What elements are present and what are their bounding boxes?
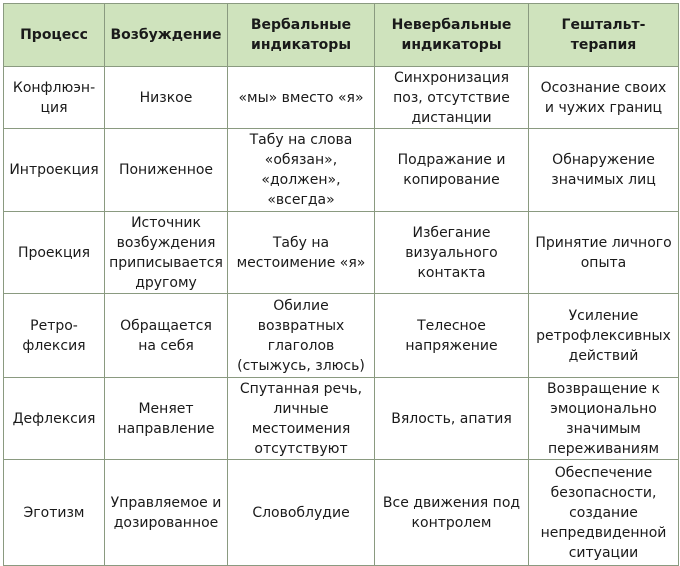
cell-therapy: Осознание своих и чужих границ <box>529 67 679 129</box>
cell-arousal: Обращается на себя <box>105 294 228 378</box>
table-row <box>4 67 679 129</box>
cell-therapy: Обеспечение безопасности, создание непредвиденной ситуации <box>529 460 679 566</box>
cell-nonverbal: Синхронизация поз, отсутствие дистанции <box>375 67 529 129</box>
cell-process: Проекция <box>4 212 105 294</box>
table-row <box>4 460 679 566</box>
cell-nonverbal: Телесное напряжение <box>375 294 529 378</box>
cell-verbal: «мы» вместо «я» <box>228 67 375 129</box>
header-row <box>4 4 679 67</box>
cell-verbal: Спутанная речь, личные местоимения отсутствуют <box>228 378 375 460</box>
cell-verbal: Табу на слова «обязан», «должен», «всегда» <box>228 129 375 212</box>
cell-nonverbal: Подражание и копирование <box>375 129 529 212</box>
cell-nonverbal: Избегание визуального контакта <box>375 212 529 294</box>
cell-arousal: Меняет направление <box>105 378 228 460</box>
table-row <box>4 378 679 460</box>
table-row <box>4 129 679 212</box>
table-body <box>4 67 679 566</box>
cell-nonverbal: Все движения под контролем <box>375 460 529 566</box>
cell-arousal: Управляемое и дозированное <box>105 460 228 566</box>
cell-therapy: Обнаружение значимых лиц <box>529 129 679 212</box>
header-gestalt-therapy: Гештальт- терапия <box>529 4 679 67</box>
cell-therapy: Принятие личного опыта <box>529 212 679 294</box>
cell-process: Конфлюэн- ция <box>4 67 105 129</box>
cell-verbal: Обилие возвратных глаголов (стыжусь, злюсь) <box>228 294 375 378</box>
cell-process: Дефлексия <box>4 378 105 460</box>
cell-verbal: Словоблудие <box>228 460 375 566</box>
table-header <box>4 4 679 67</box>
header-process: Процесс <box>4 4 105 67</box>
cell-nonverbal: Вялость, апатия <box>375 378 529 460</box>
gestalt-processes-table <box>3 3 679 566</box>
cell-process: Ретро- флексия <box>4 294 105 378</box>
table-row <box>4 294 679 378</box>
cell-process: Интроекция <box>4 129 105 212</box>
header-verbal-indicators: Вербальные индикаторы <box>228 4 375 67</box>
cell-therapy: Усиление ретрофлексивных действий <box>529 294 679 378</box>
cell-arousal: Низкое <box>105 67 228 129</box>
cell-process: Эготизм <box>4 460 105 566</box>
table-row <box>4 212 679 294</box>
cell-arousal: Источник возбуждения приписывается другому <box>105 212 228 294</box>
header-nonverbal-indicators: Невербальные индикаторы <box>375 4 529 67</box>
cell-therapy: Возвращение к эмоционально значимым переживаниям <box>529 378 679 460</box>
cell-arousal: Пониженное <box>105 129 228 212</box>
cell-verbal: Табу на местоимение «я» <box>228 212 375 294</box>
header-arousal: Возбуждение <box>105 4 228 67</box>
